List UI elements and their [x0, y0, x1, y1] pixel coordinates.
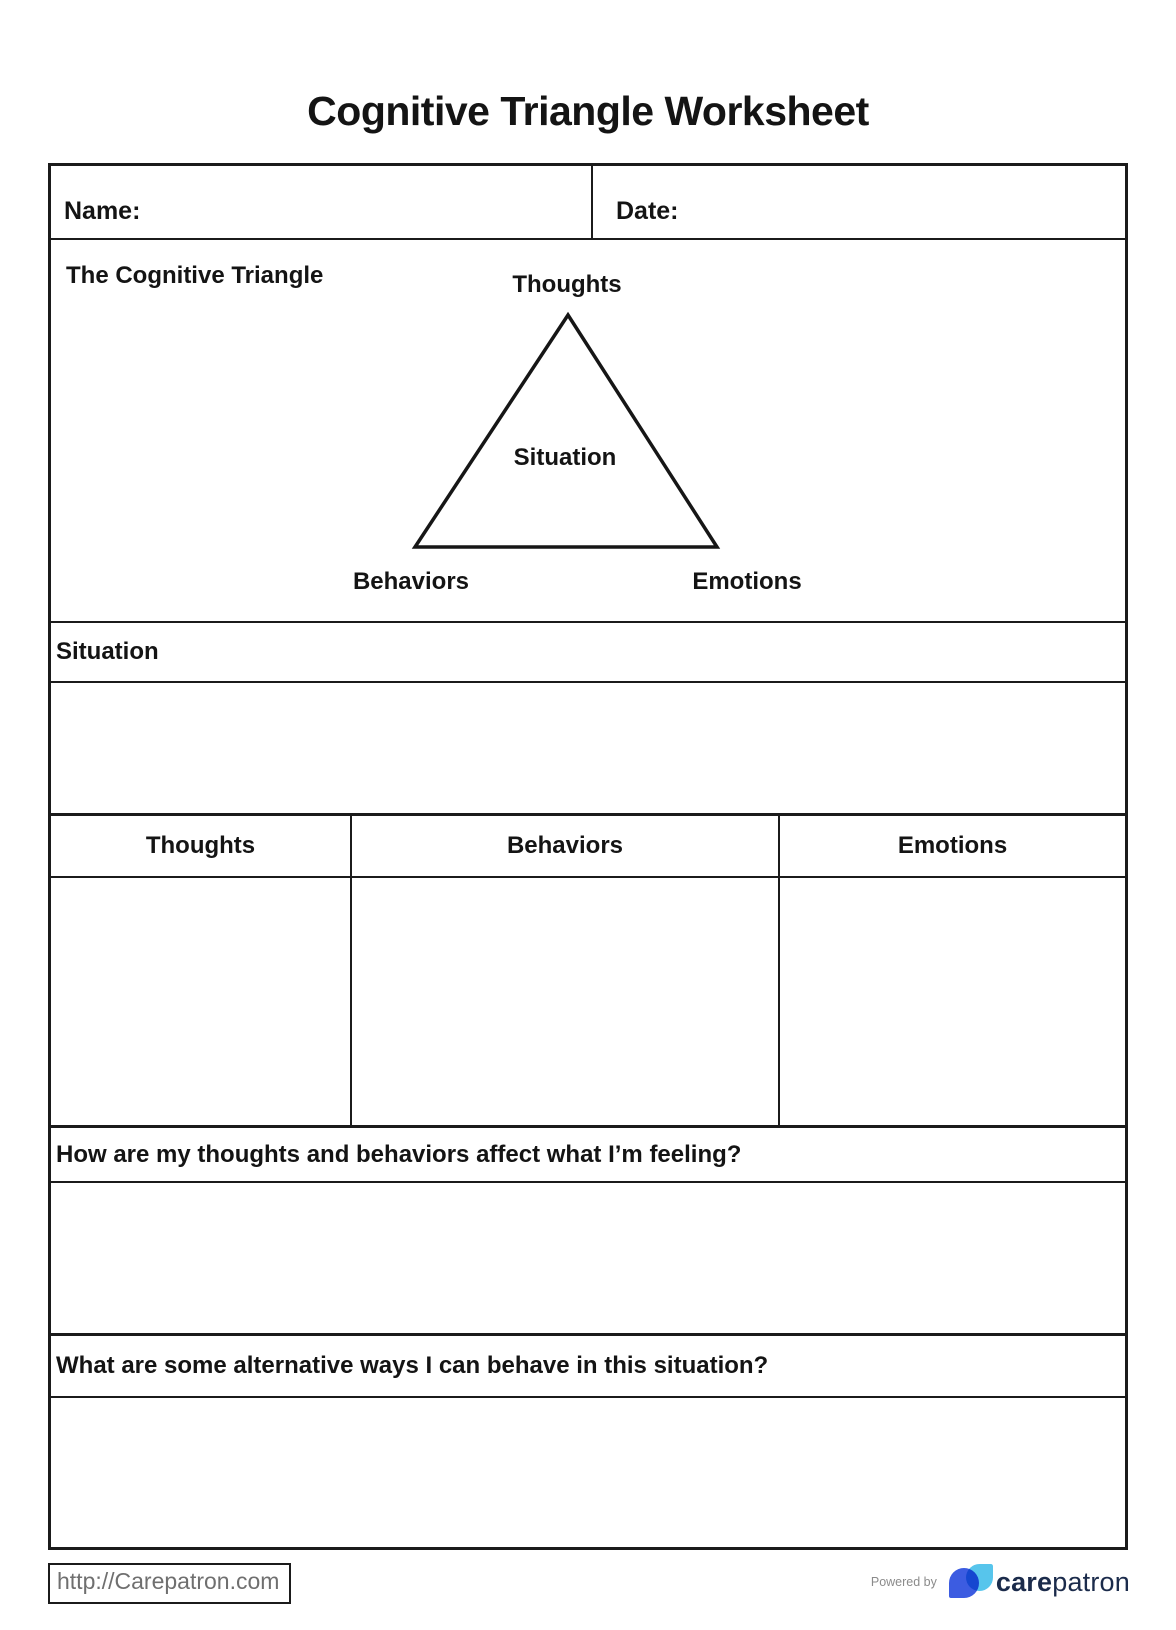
behaviors-column-header: Behaviors: [352, 816, 780, 876]
triangle-emotions-label: Emotions: [692, 568, 802, 595]
behaviors-input-area[interactable]: [352, 878, 780, 1125]
wordmark-care: care: [995, 1566, 1053, 1597]
question2-input-area[interactable]: [51, 1398, 1125, 1547]
question2-label: What are some alternative ways I can behave in this situation?: [56, 1352, 769, 1379]
date-label: Date:: [616, 197, 679, 225]
page-title: Cognitive Triangle Worksheet: [307, 88, 869, 134]
powered-by-label: Powered by: [870, 1575, 937, 1589]
carepatron-wordmark: [996, 1567, 1130, 1598]
name-field: [51, 166, 593, 238]
source-url-text: http://Carepatron.com: [57, 1568, 280, 1594]
situation-section-header: [51, 623, 1125, 683]
worksheet-table: [48, 163, 1128, 1550]
date-field: [593, 166, 1125, 238]
emotions-input-area[interactable]: [780, 878, 1125, 1125]
date-input-area[interactable]: [679, 166, 1125, 226]
question1-label: How are my thoughts and behaviors affect what I’m feeling?: [56, 1140, 742, 1168]
branding-footer: [871, 1560, 1130, 1604]
triangle-thoughts-label: Thoughts: [512, 271, 622, 298]
source-url-link[interactable]: [48, 1563, 291, 1604]
emotions-column-header: Emotions: [897, 832, 1008, 859]
name-input-area[interactable]: [140, 166, 591, 226]
logo-bubble-light-icon: [966, 1564, 993, 1591]
thoughts-column-header: Thoughts: [51, 816, 352, 876]
cognitive-triangle-diagram: [51, 240, 1125, 623]
name-date-row: [51, 166, 1125, 240]
name-label: Name:: [64, 197, 141, 225]
question2-header: [51, 1336, 1125, 1398]
question1-input-area[interactable]: [51, 1183, 1125, 1336]
carepatron-logo-icon: [949, 1564, 996, 1600]
wordmark-patron: patron: [1052, 1566, 1130, 1597]
thoughts-input-area[interactable]: [51, 878, 352, 1125]
triangle-behaviors-label: Behaviors: [352, 568, 470, 595]
diagram-section-title: The Cognitive Triangle: [66, 262, 324, 289]
situation-input-area[interactable]: [51, 683, 1125, 816]
tbe-header-row: [51, 816, 1125, 878]
situation-label: Situation: [56, 638, 159, 665]
tbe-body-row: [51, 878, 1125, 1128]
triangle-situation-label: Situation: [513, 444, 617, 471]
question1-header: [51, 1128, 1125, 1183]
